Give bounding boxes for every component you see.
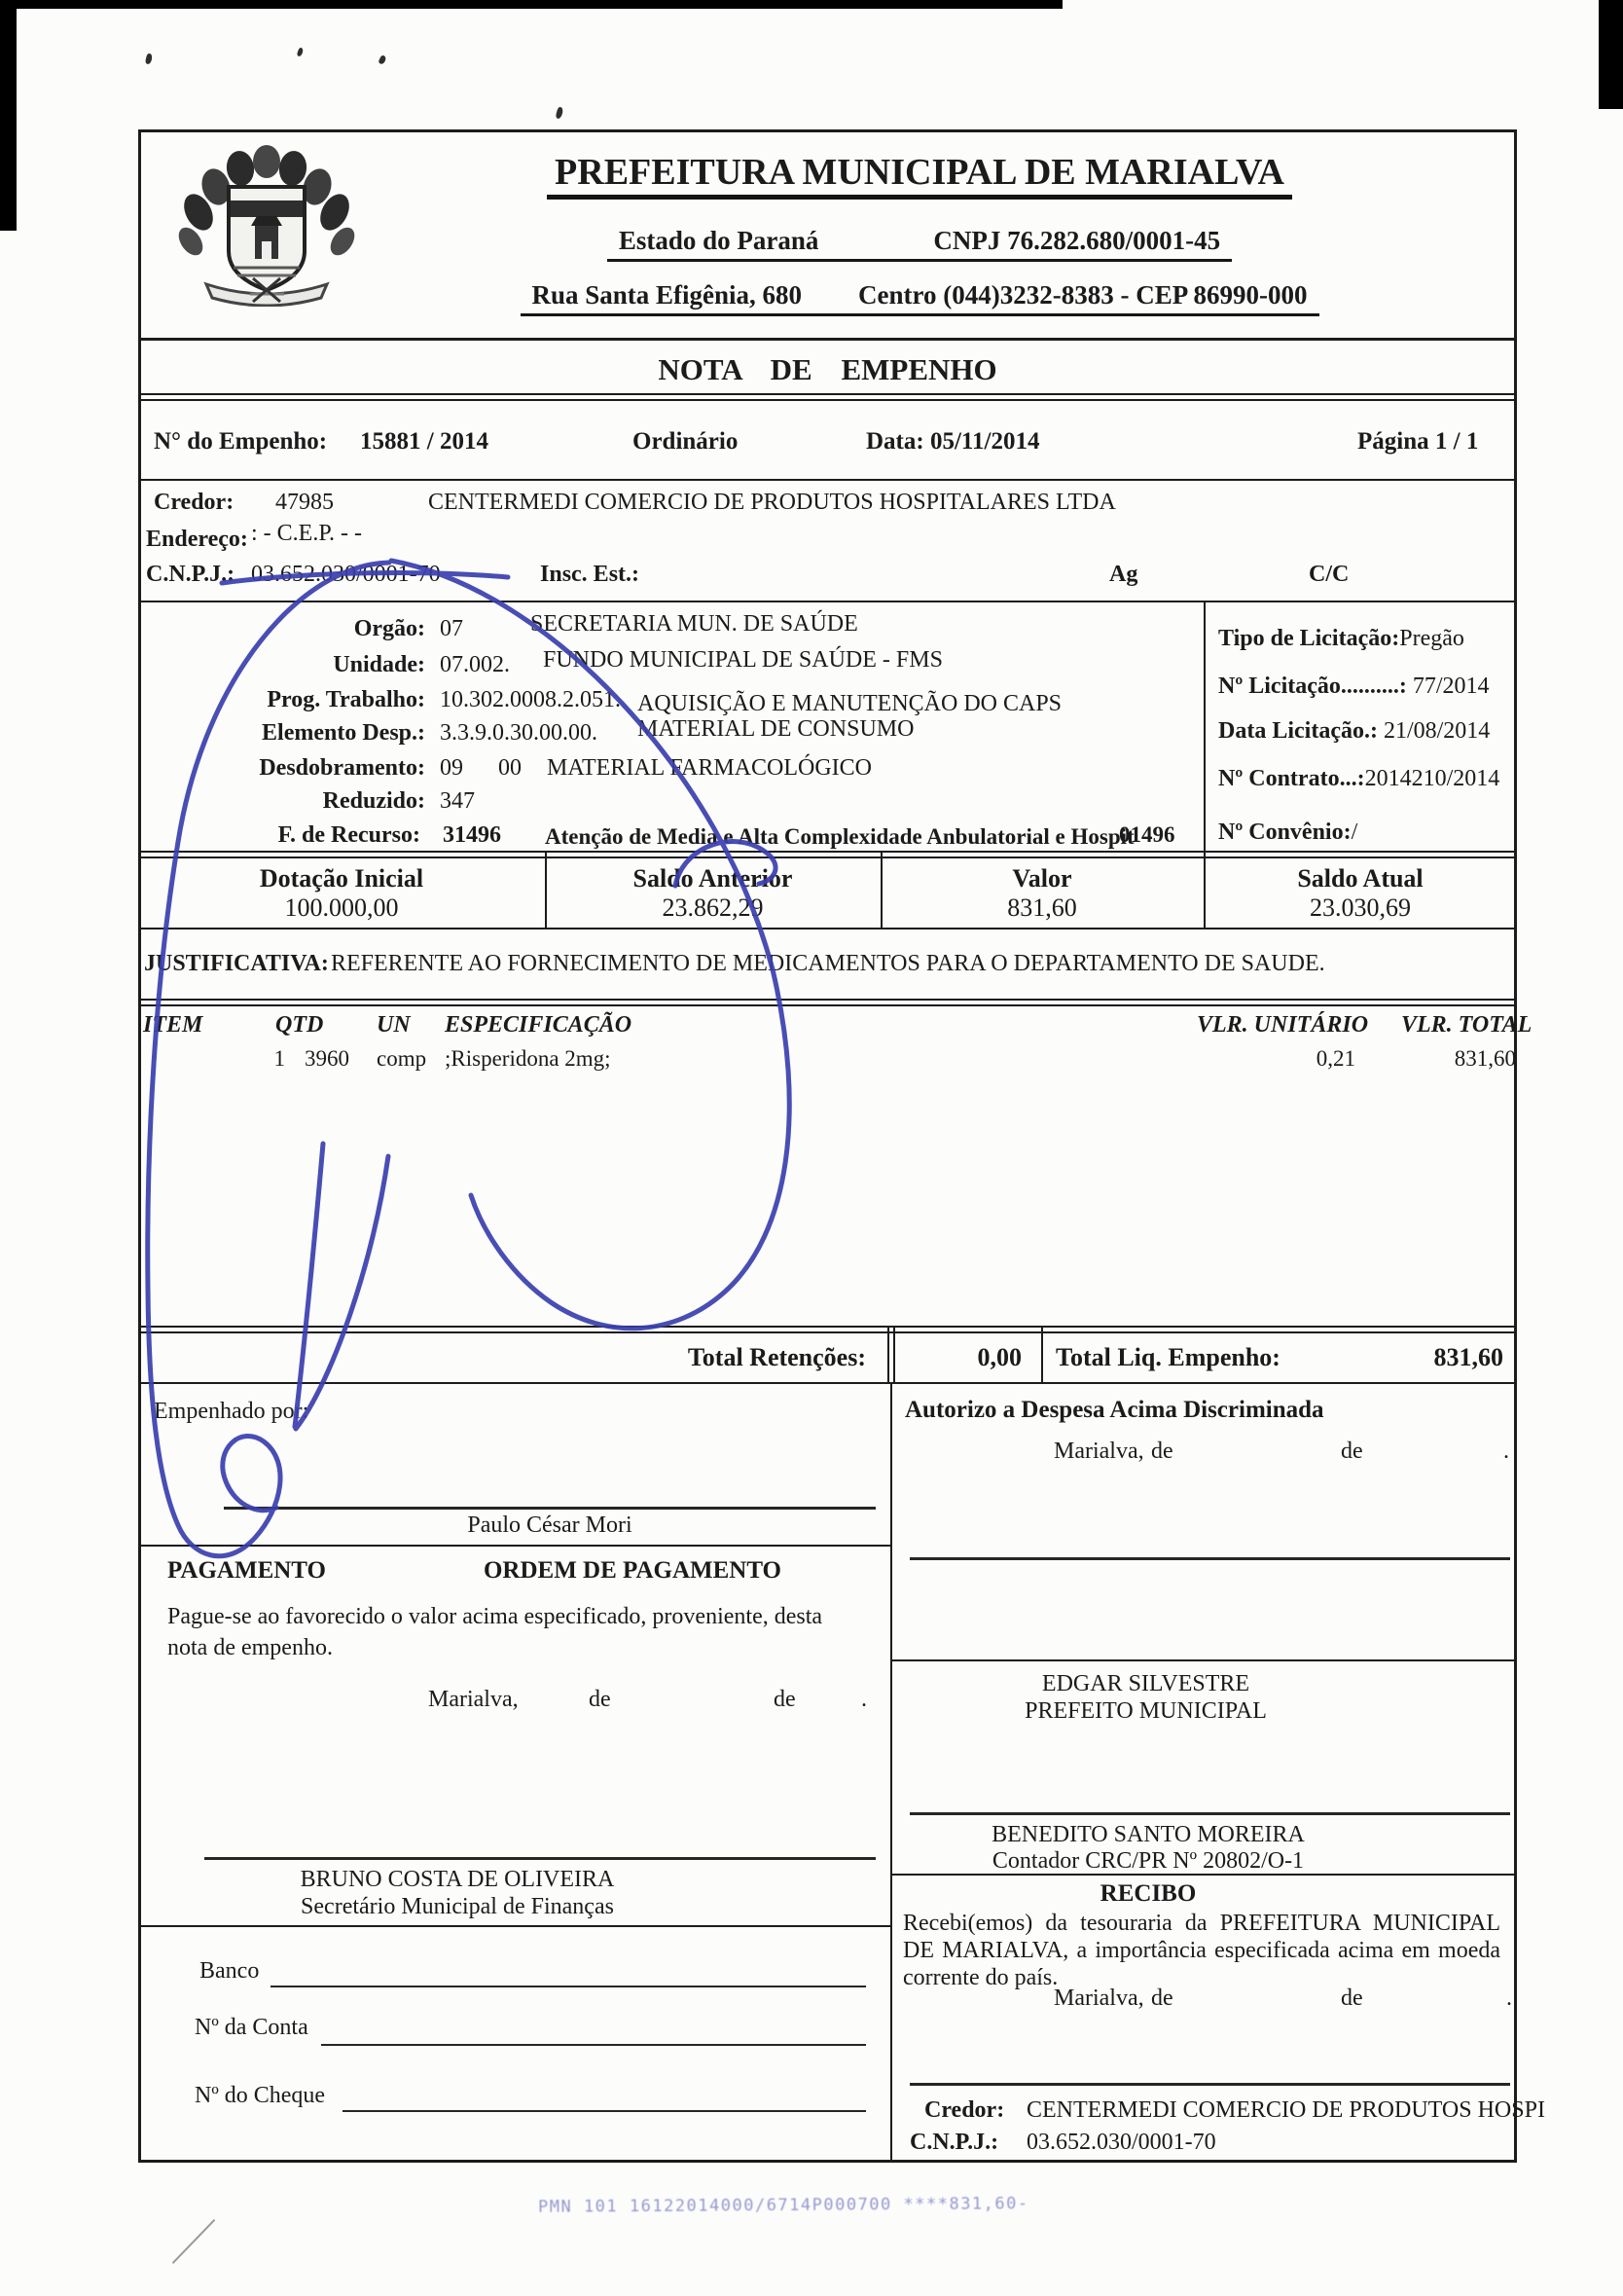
signer2-name: BRUNO COSTA DE OLIVEIRA [300,1867,615,1892]
recibo-credor-label: Credor: [924,2097,1005,2123]
empenho-number-value: 15881 / 2014 [360,428,488,455]
banco-label: Banco [199,1958,260,1984]
pen-slash-mark [172,2219,216,2264]
coat-of-arms-logo [148,136,386,307]
item-row-qtd: 3960 [305,1046,349,1071]
total-retencoes-label: Total Retenções: [687,1343,866,1371]
valor-value: 831,60 [1007,893,1077,922]
header-contact: Centro (044)3232-8383 - CEP 86990-000 [858,280,1308,310]
prog-trabalho-desc: AQUISIÇÃO E MANUTENÇÃO DO CAPS [637,691,1063,716]
endereco-value: : - C.E.P. - - [251,521,362,546]
items-header-item: ITEM [143,1012,203,1038]
bank-validation-stamp: PMN 101 16122014000/6714P000700 ****831,60- [537,2194,1029,2217]
item-row-total: 831,60 [1454,1046,1516,1071]
date-city: Marialva, [1054,1439,1144,1464]
date-de: de [774,1687,796,1712]
page-indicator: Página 1 / 1 [1357,428,1479,455]
empenho-date: Data: 05/11/2014 [866,428,1040,455]
cc-label: C/C [1309,562,1350,587]
num-convenio: Nº Convênio:/ [1218,820,1358,845]
cnpj-value: 03.652.030/0001-70 [251,562,441,587]
unidade-code: 07.002. [440,652,510,677]
contador-role: Contador CRC/PR Nº 20802/O-1 [992,1848,1305,1874]
orgao-code: 07 [440,616,463,641]
signer1-name: Paulo César Mori [467,1512,632,1538]
saldo-atual-title: Saldo Atual [1297,864,1424,893]
prefeito-name: EDGAR SILVESTRE [1041,1671,1250,1696]
total-liq-label: Total Liq. Empenho: [1056,1343,1280,1371]
reduzido-code: 347 [440,788,475,814]
header-title-wrap [379,152,1460,195]
date-de: de [1151,1439,1173,1464]
items-header-un: UN [377,1012,411,1038]
desdobramento-code2: 00 [498,755,522,781]
desdobramento-label: Desdobramento: [259,755,425,781]
contador-name: BENEDITO SANTO MOREIRA [992,1822,1305,1847]
credor-label: Credor: [154,490,234,515]
elemento-desp-desc: MATERIAL DE CONSUMO [637,716,915,742]
recibo-cnpj-value: 03.652.030/0001-70 [1027,2130,1216,2155]
scan-edge-top [0,0,1063,9]
ink-speck [555,106,563,119]
unidade-label: Unidade: [333,652,425,677]
valor-title: Valor [1012,864,1072,893]
signature-line-autorizo [910,1557,1510,1560]
date-dot: . [1503,1439,1509,1464]
date-city: Marialva, [1054,1986,1144,2011]
date-dot: . [861,1687,867,1712]
conta-fill-line [321,2044,866,2046]
pagamento-text: Pague-se ao favorecido o valor acima especificado, proveniente, desta nota de empenho. [167,1604,823,1661]
orgao-desc: SECRETARIA MUN. DE SAÚDE [530,611,858,637]
date-de: de [589,1687,611,1712]
recibo-credor-value: CENTERMEDI COMERCIO DE PRODUTOS HOSPI [1027,2097,1545,2123]
autorizo-title: Autorizo a Despesa Acima Discriminada [905,1397,1324,1423]
document-title: NOTA DE EMPENHO [658,352,997,386]
header-line3-wrap [379,280,1460,316]
date-de: de [1341,1986,1363,2011]
date-de: de [1341,1439,1363,1464]
header-state: Estado do Paraná [618,226,819,255]
saldo-anterior-value: 23.862,29 [662,893,764,922]
date-de: de [1151,1986,1173,2011]
dotacao-inicial-value: 100.000,00 [284,893,399,922]
signature-line-empenhado [224,1507,876,1510]
ink-speck [297,47,305,56]
ink-speck [145,53,153,64]
endereco-label: Endereço: [146,527,248,552]
justificativa-label: JUSTIFICATIVA: [144,951,329,976]
reduzido-label: Reduzido: [322,788,425,814]
fonte-recurso-extra: 01496 [1119,822,1175,847]
num-contrato: Nº Contrato...:2014210/2014 [1218,766,1500,791]
signature-line-secretario [204,1857,876,1860]
tipo-licitacao: Tipo de Licitação:Pregão [1218,626,1464,651]
num-licitacao: Nº Licitação..........: 77/2014 [1218,674,1490,699]
saldo-anterior-title: Saldo Anterior [632,864,793,893]
empenho-number-label: N° do Empenho: [154,428,328,455]
page-title: PREFEITURA MUNICIPAL DE MARIALVA [547,152,1292,200]
ordem-pagamento-title: ORDEM DE PAGAMENTO [483,1557,782,1584]
item-row-espec: ;Risperidona 2mg; [445,1046,611,1071]
ink-speck [378,55,387,65]
recibo-title: RECIBO [1100,1880,1197,1907]
saldo-atual-value: 23.030,69 [1310,893,1411,922]
date-dot: . [1506,1986,1512,2011]
desdobramento-desc: MATERIAL FARMACOLÓGICO [547,755,873,781]
items-header-qtd: QTD [275,1012,324,1038]
signer2-role: Secretário Municipal de Finanças [301,1894,614,1919]
fonte-recurso-desc: Atenção de Media e Alta Complexidade Anbulatorial e Hospit [545,824,1135,849]
credor-name: CENTERMEDI COMERCIO DE PRODUTOS HOSPITALARES LTDA [428,490,1116,515]
fonte-recurso-label: F. de Recurso: [277,822,420,848]
header-address: Rua Santa Efigênia, 680 [531,280,803,310]
desdobramento-code: 09 [440,755,463,781]
ag-label: Ag [1109,562,1138,587]
empenhado-por-label: Empenhado por: [154,1399,309,1424]
cnpj-label: C.N.P.J.: [146,562,235,587]
total-retencoes-value: 0,00 [977,1343,1022,1371]
cheque-fill-line [343,2110,866,2112]
scan-edge-top-left [0,0,17,231]
conta-label: Nº da Conta [195,2015,308,2040]
elemento-desp-label: Elemento Desp.: [262,720,425,746]
item-row-item: 1 [273,1046,285,1071]
recibo-cnpj-label: C.N.P.J.: [910,2130,999,2155]
cheque-label: Nº do Cheque [195,2083,326,2108]
fonte-recurso-code: 31496 [443,822,501,848]
signature-line-contador [910,1812,1510,1815]
recibo-text: Recebi(emos) da tesouraria da PREFEITURA MUNICIPAL DE MARIALVA, a importância especificada acima em moeda corrente do país. [903,1911,1500,1991]
unidade-desc: FUNDO MUNICIPAL DE SAÚDE - FMS [543,647,943,673]
banco-fill-line [270,1986,866,1987]
date-city: Marialva, [428,1687,519,1712]
prog-trabalho-label: Prog. Trabalho: [267,687,425,712]
justificativa-text: REFERENTE AO FORNECIMENTO DE MEDICAMENTOS PARA O DEPARTAMENTO DE SAUDE. [331,951,1325,976]
signature-line-recibo [910,2083,1510,2086]
orgao-label: Orgão: [353,616,425,641]
data-licitacao: Data Licitação.: 21/08/2014 [1218,718,1491,744]
items-header-total: VLR. TOTAL [1401,1012,1533,1038]
items-header-espec: ESPECIFICAÇÃO [445,1012,632,1038]
elemento-desp-code: 3.3.9.0.30.00.00. [440,720,597,746]
item-row-un: comp [377,1046,427,1071]
prog-trabalho-code: 10.302.0008.2.051. [440,687,621,712]
header-line2-wrap [379,226,1460,262]
dotacao-inicial-title: Dotação Inicial [259,864,424,893]
item-row-unit: 0,21 [1316,1046,1355,1071]
pagamento-title: PAGAMENTO [167,1557,326,1584]
header-cnpj: CNPJ 76.282.680/0001-45 [933,226,1221,255]
items-header-unit: VLR. UNITÁRIO [1197,1012,1369,1038]
prefeito-role: PREFEITO MUNICIPAL [1025,1698,1267,1724]
credor-code: 47985 [275,490,334,515]
empenho-type: Ordinário [632,428,739,455]
insc-est-label: Insc. Est.: [540,562,640,587]
total-liq-value: 831,60 [1433,1343,1503,1371]
scan-edge-top-right [1599,0,1623,109]
